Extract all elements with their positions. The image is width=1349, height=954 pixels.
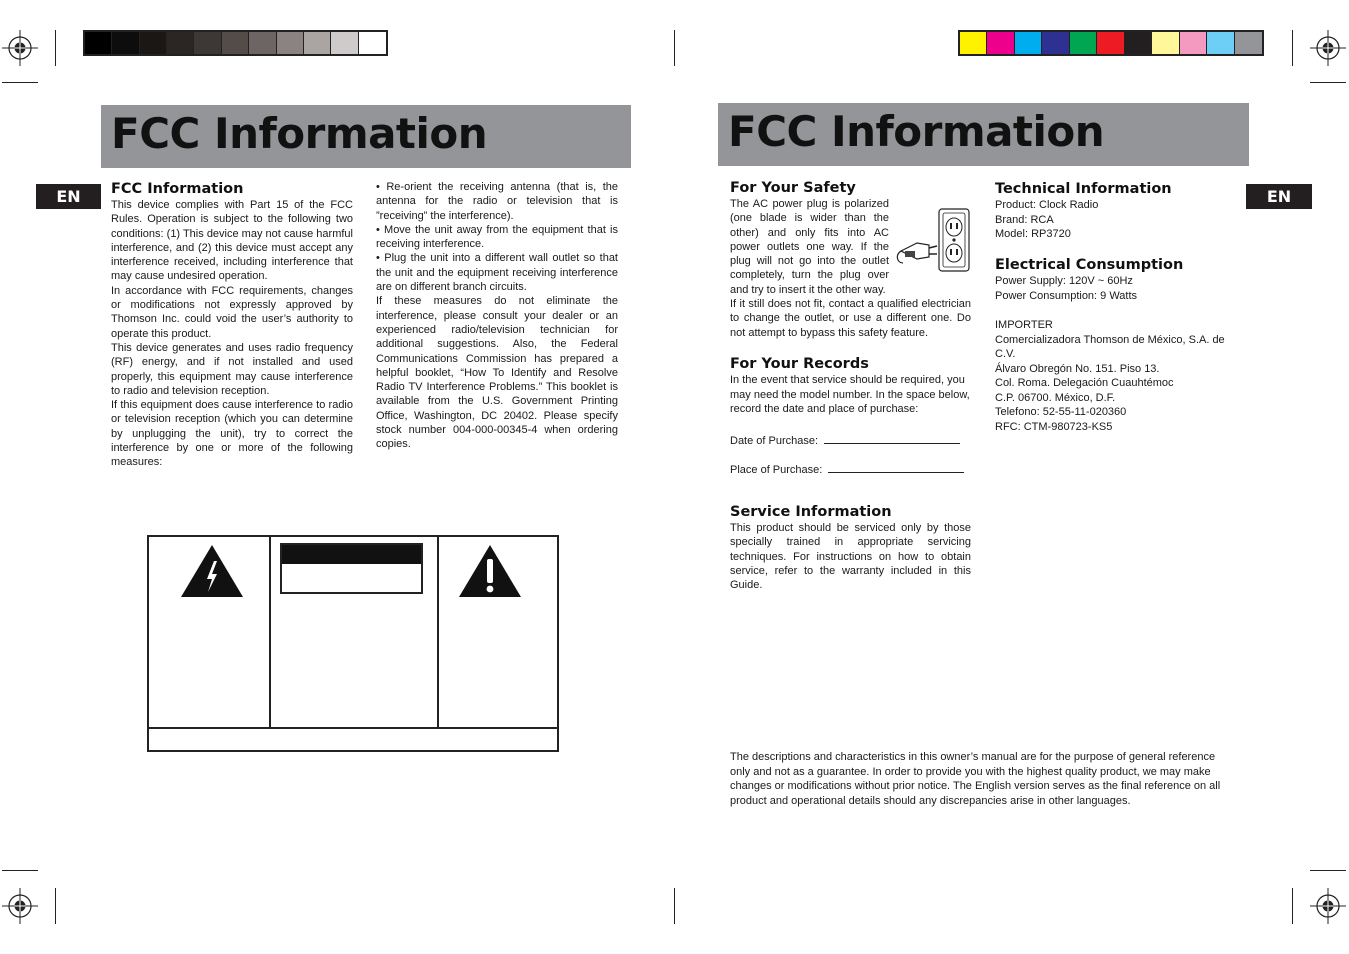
- fcc-text: [111, 198, 353, 470]
- service-text: This product should be serviced only by those specially trained in appropriate servicing techniques. For instructions on how to obtain service, refer to the warranty included in this Guide.: [730, 522, 971, 592]
- crop-mark: [55, 30, 56, 66]
- color-swatch: [194, 32, 221, 54]
- color-swatch: [222, 32, 249, 54]
- color-swatch: [1152, 32, 1179, 54]
- caution-box: [147, 535, 559, 752]
- color-swatch: [304, 32, 331, 54]
- exclamation-warning-icon: [457, 543, 523, 599]
- brand-line: Brand: RCA: [995, 213, 1054, 226]
- caution-divider: [149, 727, 557, 729]
- paragraph: If this equipment does cause interference to radio or television reception (which you can determine by unplugging the unit), try to correct the interference by one or more of the following measures:: [111, 399, 353, 469]
- color-swatch: [960, 32, 987, 54]
- bullet-item: • Plug the unit into a different wall outlet so that the unit and the equipment receiving interference are on different branch circuits.: [376, 252, 618, 294]
- importer-line: C.P. 06700. México, D.F.: [995, 391, 1116, 404]
- section-heading: Service Information: [730, 504, 892, 520]
- language-tab: EN: [36, 184, 101, 209]
- color-swatch: [140, 32, 167, 54]
- color-calibration-bar: [958, 30, 1264, 56]
- registration-mark-icon: [2, 30, 38, 66]
- safety-paragraph-rest: If it still does not fit, contact a qualified electrician to change the outlet, or use a different one. Do not attempt to bypass this safety feature.: [730, 298, 971, 339]
- lightning-warning-icon: [179, 543, 245, 599]
- registration-mark-icon: [2, 888, 38, 924]
- importer-line: Col. Roma. Delegación Cuauhtémoc: [995, 377, 1174, 389]
- paragraph: This device generates and uses radio frequency (RF) energy, and if not installed and used properly, this equipment may cause interference to radio and television reception.: [111, 341, 353, 397]
- service-section: [730, 504, 971, 592]
- caution-left-cell: [149, 537, 271, 727]
- product-line: Product: Clock Radio: [995, 199, 1099, 211]
- color-swatch: [1070, 32, 1097, 54]
- technical-text: [995, 198, 1245, 242]
- date-of-purchase-line: [824, 432, 960, 444]
- importer-line: RFC: CTM-980723-KS5: [995, 420, 1113, 433]
- place-of-purchase-row: [730, 461, 971, 478]
- color-swatch: [1097, 32, 1124, 54]
- electrical-text: [995, 274, 1245, 303]
- color-swatch: [331, 32, 358, 54]
- crop-mark: [55, 888, 56, 924]
- model-line: Model: RP3720: [995, 228, 1071, 240]
- grayscale-calibration-bar: [83, 30, 388, 56]
- power-consumption-line: Power Consumption: 9 Watts: [995, 289, 1138, 302]
- color-swatch: [112, 32, 139, 54]
- left-column-1: [111, 181, 353, 470]
- color-swatch: [359, 32, 386, 54]
- paragraph: In accordance with FCC requirements, changes or modifications not expressly approved by Thomson Inc. could void the user’s authority to operate this product.: [111, 284, 353, 340]
- power-supply-line: Power Supply: 120V ~ 60Hz: [995, 275, 1133, 287]
- section-heading: Technical Information: [995, 181, 1172, 197]
- crop-mark: [1310, 82, 1346, 83]
- color-swatch: [277, 32, 304, 54]
- crop-mark: [674, 888, 675, 924]
- paragraph: This device complies with Part 15 of the FCC Rules. Operation is subject to the following two conditions: (1) This device may not cause harmful interference, and (2) this device must accept any interference received, including interference that may cause undesired operation.: [111, 199, 353, 283]
- color-swatch: [1015, 32, 1042, 54]
- place-of-purchase-label: Place of Purchase:: [730, 464, 823, 476]
- bullet-item: • Re-orient the receiving antenna (that is, the antenna for the radio or television that is ”receiving” the interference).: [376, 181, 618, 222]
- records-text: In the event that service should be required, you may need the model number. In the space below, record the date and place of purchase:: [730, 374, 970, 415]
- date-of-purchase-label: Date of Purchase:: [730, 435, 819, 447]
- section-heading: For Your Safety: [730, 180, 856, 196]
- importer-label: IMPORTER: [995, 319, 1053, 331]
- crop-mark: [1292, 30, 1293, 66]
- importer-line: Álvaro Obregón No. 151. Piso 13.: [995, 362, 1160, 375]
- section-heading: For Your Records: [730, 356, 869, 372]
- color-swatch: [1207, 32, 1234, 54]
- language-tab: EN: [1246, 184, 1312, 209]
- registration-mark-icon: [1310, 888, 1346, 924]
- page-title: FCC Information: [111, 109, 488, 158]
- technical-section: [995, 181, 1245, 242]
- electrical-section: [995, 257, 1245, 303]
- color-swatch: [85, 32, 112, 54]
- safety-text: [730, 197, 971, 340]
- place-of-purchase-line: [828, 461, 964, 473]
- crop-mark: [2, 870, 38, 871]
- importer-line: Telefono: 52-55-11-020360: [995, 406, 1127, 418]
- safety-section: [730, 180, 971, 340]
- disclaimer-text: The descriptions and characteristics in this owner’s manual are for the purpose of general reference only and not as a guarantee. In order to provide you with the highest quality product, we may make changes or modifications without prior notice. The English version serves as the final reference on all product and operational details should any discrepancies arise in other languages.: [730, 751, 1221, 807]
- color-swatch: [249, 32, 276, 54]
- paragraph: If these measures do not eliminate the interference, please consult your dealer or an experienced radio/television technician for additional suggestions. Also, the Federal Communications Commission has prepared a helpful booklet, “How To Identify and Resolve Radio TV Interference Problems.” This booklet is available from the U.S. Government Printing Office, Washington, DC 20402. Please specify stock number 004-000-00345-4 when ordering copies.: [376, 295, 618, 451]
- registration-mark-icon: [1310, 30, 1346, 66]
- crop-mark: [2, 82, 38, 83]
- left-column-2: [376, 180, 618, 452]
- importer-line: Comercializadora Thomson de México, S.A. de C.V.: [995, 333, 1225, 360]
- crop-mark: [1292, 888, 1293, 924]
- section-heading: FCC Information: [111, 181, 244, 197]
- left-page-banner: [101, 105, 631, 168]
- caution-label-header: [282, 545, 421, 564]
- caution-right-cell: [437, 537, 559, 727]
- caution-label-box: [280, 543, 423, 594]
- safety-paragraph-wrap: The AC power plug is polarized (one blade is wider than the other) and only fits into AC power outlets one way. If the plug will not go into the outlet completely, turn the plug over and try to insert it the other way.: [730, 198, 889, 296]
- color-swatch: [167, 32, 194, 54]
- color-swatch: [987, 32, 1014, 54]
- color-swatch: [1180, 32, 1207, 54]
- crop-mark: [674, 30, 675, 66]
- bullet-item: • Move the unit away from the equipment that is receiving interference.: [376, 223, 618, 251]
- color-swatch: [1235, 32, 1262, 54]
- crop-mark: [1310, 870, 1346, 871]
- right-page-banner: [718, 103, 1249, 166]
- records-section: [730, 356, 971, 417]
- date-of-purchase-row: [730, 432, 971, 449]
- importer-section: [995, 318, 1245, 434]
- plug-outlet-icon: [895, 207, 971, 275]
- section-heading: Electrical Consumption: [995, 257, 1184, 273]
- color-swatch: [1042, 32, 1069, 54]
- color-swatch: [1125, 32, 1152, 54]
- page-title: FCC Information: [728, 107, 1105, 156]
